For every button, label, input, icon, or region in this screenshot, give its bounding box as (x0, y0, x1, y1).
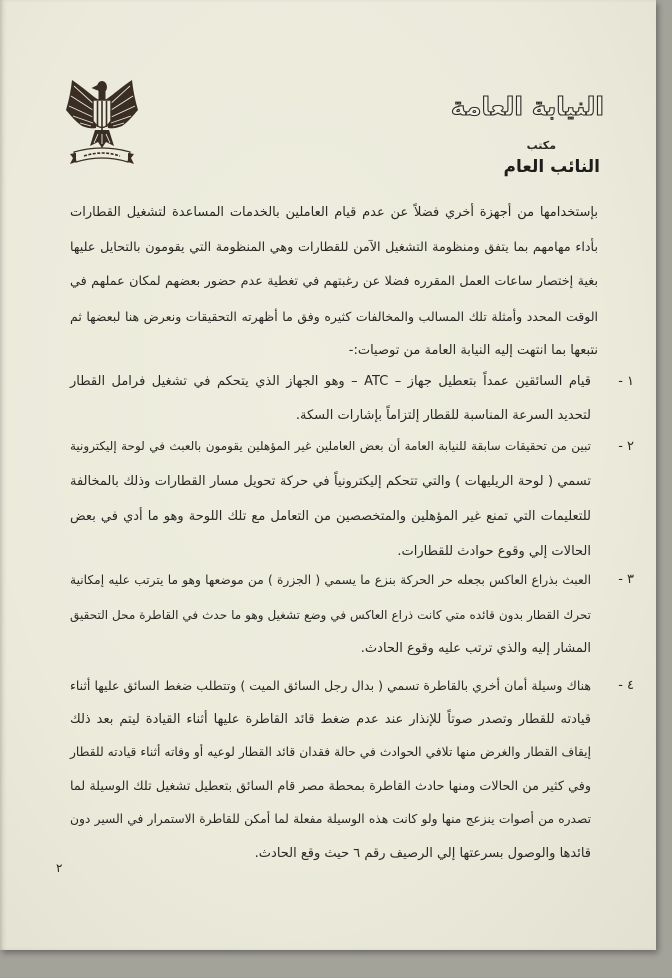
item-number: ٤ - (618, 678, 634, 693)
eagle-emblem-icon (62, 76, 142, 168)
text-line: قيام السائقين عمداً بتعطيل جهاز – ATC – وهو الجهاز الذي يتحكم في تشغيل فرامل القطار (70, 374, 591, 389)
office-name: النائب العام (503, 157, 600, 177)
authority-title: النيابة العامة (450, 92, 604, 121)
text-line: لتحديد السرعة المناسبة للقطار إلتزاماً بإشارات السكة. (295, 408, 591, 423)
emblem-scroll (70, 148, 134, 164)
office-label: مكتب (526, 139, 556, 152)
item-text (70, 669, 591, 871)
text-line: للتعليمات التي تمنع غير المؤهلين والمتخصصين من التعامل مع تلك اللوحة وهو ما أدي في بعض (70, 509, 591, 524)
recommendation-item (70, 669, 634, 871)
item-number: ٢ - (618, 439, 634, 454)
text-line: نتبعها بما انتهت إليه النيابة العامة من توصيات:- (348, 343, 598, 358)
text-line: هناك وسيلة أمان أخري بالقاطرة تسمي ( بدال رجل السائق الميت ) وتتطلب ضغط السائق عليها أثناء (70, 678, 591, 693)
intro-paragraph (70, 196, 598, 369)
text-line: بأداء مهامهم بما يتفق ومنظومة التشغيل الآمن للقطارات وهي المنظومة التي يقومون بالتحايل عليها (70, 239, 598, 255)
text-line: قائدها والوصول بسرعتها إلي الرصيف رقم ٦ حيث وقع الحادث. (254, 845, 591, 861)
text-line: وفي كثير من الحالات ومنها حادث القاطرة بمحطة مصر قام السائق بتعطيل تشغيل تلك الوسيلة لما (70, 778, 591, 794)
text-line: الوقت المحدد وأمثلة تلك المسالب والمخالفات كثيره وفق ما أظهرته التحقيقات ونعرض هنا لبعضها ثم (70, 308, 598, 324)
text-line: بغية إختصار ساعات العمل المقرره فضلا عن رغبتهم في تغطية عدم حضور بعضهم لمكان عملهم في (70, 274, 598, 289)
text-line: بإستخدامها من أجهزة أخري فضلاً عن عدم قيام العاملين بالخدمات المساعدة لتشغيل القطارات (70, 205, 598, 220)
text-line: المشار إليه والذي ترتب عليه وقوع الحادث. (360, 641, 591, 656)
text-line: تصدره من أصوات ينزعج منها ولو كانت هذه الوسيلة مفعلة لما أمكن للقاطرة الاستمرار في السير دون (70, 812, 591, 827)
text-line: تسمي ( لوحة الريليهات ) والتي تتحكم إليكترونياً في حركة تحويل مسار القطارات وذلك بالمخالفة (70, 474, 591, 489)
recommendation-item (70, 429, 634, 569)
text-line: إيقاف القطار والغرض منها تلافي الحوادث في حالة فقدان قائد القطار لوعيه أو وفاته أثناء قيادته للقطار (70, 745, 591, 760)
item-number: ٣ - (618, 572, 634, 587)
text-line: العبث بذراع العاكس بجعله حر الحركة بنزع ما يسمي ( الجزرة ) من موضعها وهو ما يترتب عليه إمكانية (70, 573, 591, 587)
text-line: تبين من تحقيقات سابقة للنيابة العامة أن بعض العاملين غير المؤهلين يقومون بالعبث في لوحة إليكترونية (70, 439, 591, 453)
item-number: ١ - (618, 374, 634, 389)
text-line: تحرك القطار بدون قائده متي كانت ذراع العاكس في وضع تشغيل وهو ما حدث في القاطرة محل التحقيق (70, 607, 591, 622)
page-number: ٢ (56, 861, 63, 875)
item-text (70, 429, 591, 569)
text-line: قيادته للقطار وتصدر صوتاً للإنذار عند عدم ضغط قائد القاطرة عليها أثناء القيادة ليتم بعد ذلك (70, 711, 591, 727)
recommendation-item (70, 563, 634, 667)
recommendation-item (70, 365, 634, 433)
text-line: الحالات إلي وقوع حوادث للقطارات. (397, 544, 591, 559)
item-text (70, 563, 591, 667)
item-text (70, 365, 591, 433)
